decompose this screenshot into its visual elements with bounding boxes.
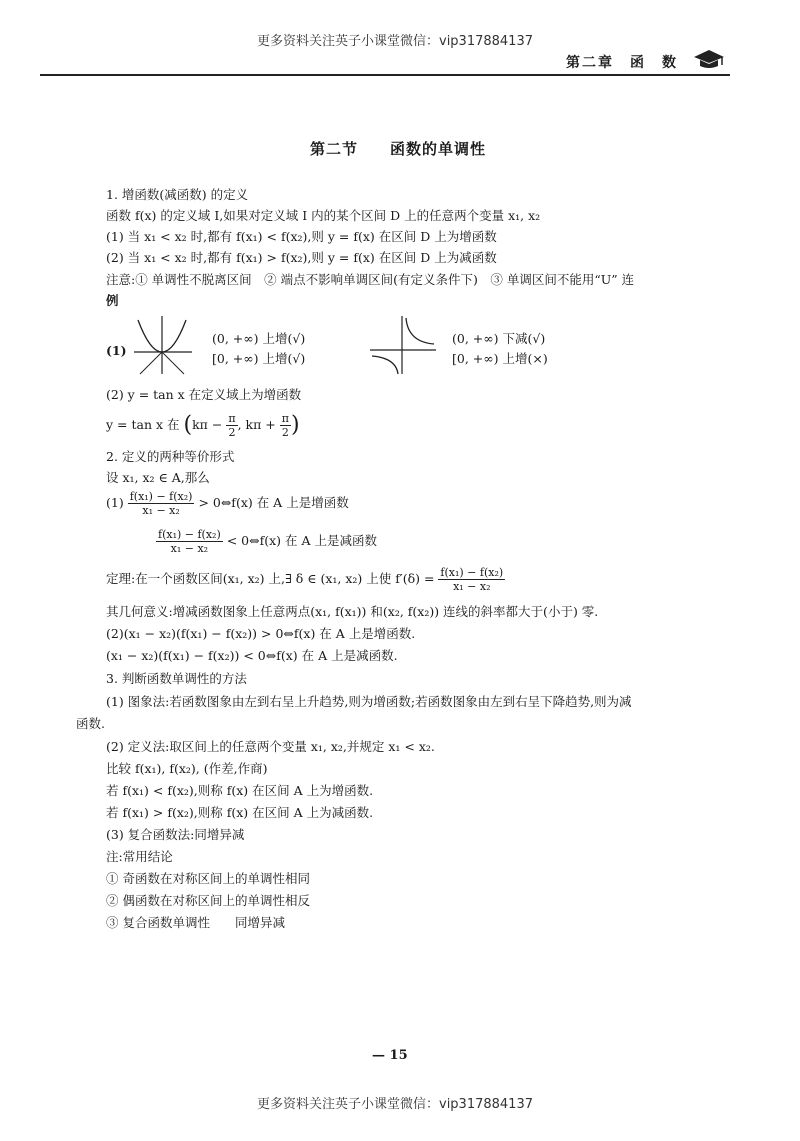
- s3-method-2: (2) 定义法:取区间上的任意两个变量 x₁, x₂,并规定 x₁ < x₂.: [106, 739, 435, 754]
- s3-note-1: ① 奇函数在对称区间上的单调性相同: [106, 871, 310, 886]
- header-rule: [40, 74, 730, 76]
- s3-method-1: (1) 图象法:若函数图象由左到右呈上升趋势,则为增函数;若函数图象由左到右呈下降趋势,则为减: [106, 694, 632, 709]
- s3-method-3: (3) 复合函数法:同增异减: [106, 827, 245, 842]
- s3-note-heading: 注:常用结论: [106, 849, 173, 864]
- header-watermark: 更多资料关注英子小课堂微信：vip317884137: [257, 34, 533, 49]
- s1-line-2: (1) 当 x₁ < x₂ 时,都有 f(x₁) < f(x₂),则 y = f(x) 在区间 D 上为增函数: [106, 229, 497, 244]
- tan-line-2: y = tan x 在 (kπ − $\frac{\pi}{2}$ , kπ + $\frac{\pi}{2}$ ): [106, 412, 300, 439]
- chapter-title: 第二章 函 数: [566, 55, 678, 71]
- section-title: 第二节 函数的单调性: [310, 140, 487, 158]
- s3-method-2-inc: 若 f(x₁) < f(x₂),则称 f(x) 在区间 A 上为增函数.: [106, 783, 374, 798]
- s3-note-2: ② 偶函数在对称区间上的单调性相反: [106, 893, 310, 908]
- s2-line-1: 设 x₁, x₂ ∈ A,那么: [106, 470, 210, 485]
- example-a-line-1: (0, +∞) 上增(√): [212, 331, 306, 346]
- s2-formula-2: $\frac{\text{f(x₁) − f(x₂)}}{\text{x₁ − x₂}}$ < 0⇔f(x) 在 A 上是减函数: [158, 528, 377, 555]
- s2-heading: 2. 定义的两种等价形式: [106, 449, 235, 464]
- theorem-line: 定理:在一个函数区间(x₁, x₂) 上,∃ δ ∈ (x₁, x₂) 上使 f′(δ) = $\frac{\text{f(x₁) − f(x₂)}}{\text{x₁ − x₂}}$: [106, 566, 504, 593]
- s2-formula-1: (1) $\frac{\text{f(x₁) − f(x₂)}}{\text{x₁ − x₂}}$ > 0⇔f(x) 在 A 上是增函数: [106, 490, 349, 517]
- s1-line-3: (2) 当 x₁ < x₂ 时,都有 f(x₁) > f(x₂),则 y = f(x) 在区间 D 上为减函数: [106, 250, 497, 265]
- hyperbola-graph-icon: [368, 312, 438, 378]
- footer-watermark: 更多资料关注英子小课堂微信：vip317884137: [257, 1097, 533, 1112]
- s1-note: 注意:① 单调性不脱离区间 ② 端点不影响单调区间(有定义条件下) ③ 单调区间不能用“U” 连: [106, 272, 635, 287]
- s2-product-1: (2)(x₁ − x₂)(f(x₁) − f(x₂)) > 0⇔f(x) 在 A 上是增函数.: [106, 626, 416, 641]
- parabola-graph-icon: [130, 312, 194, 378]
- s1-line-1: 函数 f(x) 的定义域 I,如果对定义域 I 内的某个区间 D 上的任意两个变量 x₁, x₂: [106, 208, 541, 223]
- tan-line-1: (2) y = tan x 在定义域上为增函数: [106, 387, 302, 402]
- s1-note-cont: 例: [106, 293, 119, 308]
- s3-method-2-dec: 若 f(x₁) > f(x₂),则称 f(x) 在区间 A 上为减函数.: [106, 805, 374, 820]
- s3-method-2-compare: 比较 f(x₁), f(x₂), (作差,作商): [106, 761, 268, 776]
- s3-heading: 3. 判断函数单调性的方法: [106, 671, 247, 686]
- geometric-meaning: 其几何意义:增减函数图象上任意两点(x₁, f(x₁)) 和(x₂, f(x₂)) 连线的斜率都大于(小于) 零.: [106, 604, 599, 619]
- example-a-line-2: [0, +∞) 上增(√): [212, 351, 306, 366]
- page-number: — 15: [372, 1048, 408, 1063]
- graduation-cap-icon: [692, 48, 726, 70]
- example-b-line-1: (0, +∞) 下减(√): [452, 331, 546, 346]
- example-b-line-2: [0, +∞) 上增(×): [452, 351, 548, 366]
- s3-note-3: ③ 复合函数单调性 同增异减: [106, 915, 285, 930]
- example-label: (1): [106, 343, 127, 358]
- s3-method-1-cont: 函数.: [76, 716, 105, 731]
- s2-product-2: (x₁ − x₂)(f(x₁) − f(x₂)) < 0⇔f(x) 在 A 上是减函数.: [106, 648, 398, 663]
- s1-heading: 1. 增函数(减函数) 的定义: [106, 187, 249, 202]
